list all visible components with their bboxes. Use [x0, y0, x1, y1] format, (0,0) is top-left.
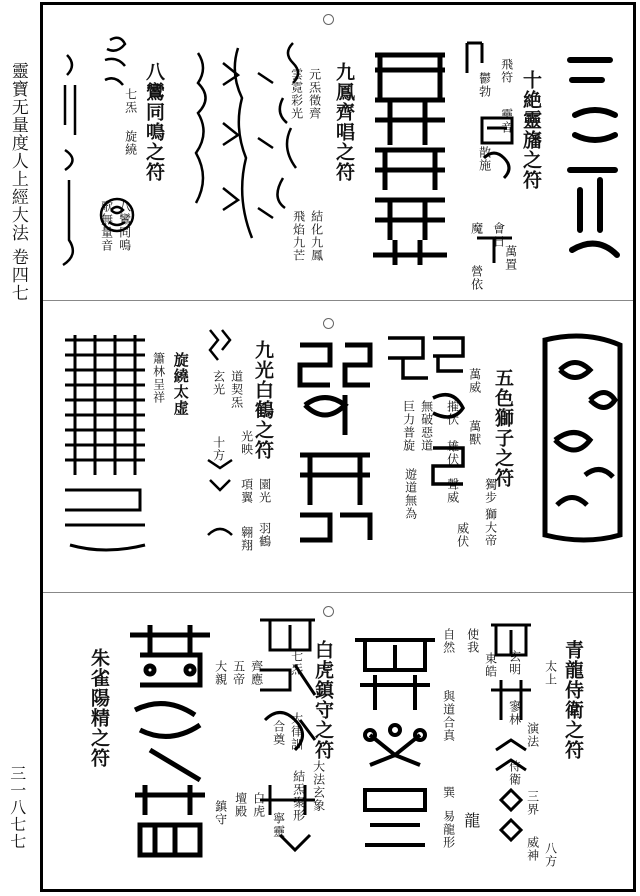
talisman-note: 八鸞同鳴 — [117, 200, 132, 252]
panel-divider — [43, 300, 633, 301]
talisman-note: 使我 — [465, 628, 480, 654]
talisman-note: 壇殿 — [233, 792, 248, 818]
talisman-glyph-eight-simurgh — [55, 30, 145, 270]
talisman-title: 青龍侍衛之符 — [561, 640, 584, 760]
binding-hole — [323, 318, 334, 329]
talisman-note: 威伏 — [455, 522, 470, 548]
talisman-note: 大律訓 — [289, 712, 304, 751]
talisman-note: 翱翔 — [239, 526, 254, 552]
talisman-note: 獅大帝 — [483, 508, 498, 547]
talisman-note: 旋繞 — [123, 130, 138, 156]
talisman-glyph-banner — [462, 38, 522, 268]
talisman-note: 魔 — [469, 222, 484, 235]
talisman-note: 自然 — [441, 628, 456, 654]
talisman-title: 十絶靈旛之符 — [519, 70, 542, 190]
talisman-note: 七炁 — [123, 88, 138, 114]
talisman-note: 十方 — [211, 436, 226, 462]
talisman-note: 白虎 — [251, 792, 266, 818]
talisman-note: 羽鶴 — [257, 522, 272, 548]
talisman-note: 摧伏 — [445, 400, 460, 426]
talisman-glyph-lion-main — [290, 335, 380, 555]
talisman-note: 合奠 — [271, 720, 286, 746]
talisman-glyph-bird-main — [120, 620, 220, 870]
talisman-glyph-tiger — [250, 610, 334, 860]
talisman-note: 靈音 — [499, 108, 514, 134]
talisman-note: 歌無量音 — [99, 200, 114, 252]
talisman-note: 玄明 — [507, 650, 522, 676]
talisman-note: 獨步 — [483, 478, 498, 504]
talisman-note: 園光 — [257, 478, 272, 504]
talisman-note: 巽 — [441, 786, 456, 799]
talisman-note: 鬱勃 — [477, 72, 492, 98]
talisman-note: 飛符 — [499, 58, 514, 84]
talisman-note: 元炁徵齊 — [307, 68, 322, 120]
talisman-note: 散施 — [477, 146, 492, 172]
talisman-glyph-dragon-main — [345, 630, 445, 860]
talisman-note: 結炁聚形 — [291, 770, 306, 822]
talisman-note: 七炁 — [289, 650, 304, 676]
talisman-glyph-forest-lattice — [60, 330, 150, 560]
talisman-note: 雲霓彩光 — [289, 68, 304, 120]
talisman-title: 五色獅子之符 — [491, 368, 514, 488]
talisman-title: 九鳳齊唱之符 — [332, 62, 355, 182]
talisman-glyph-dragon-forest — [483, 620, 536, 870]
talisman-title: 九光白鶴之符 — [251, 340, 274, 460]
talisman-note: 道契炁 — [229, 370, 244, 409]
talisman-note: 侍衛 — [507, 760, 522, 786]
talisman-note: 簫林呈祥 — [151, 352, 166, 404]
talisman-glyph-cloud-lion — [535, 330, 630, 545]
talisman-note: 大親 — [213, 660, 228, 686]
panel-divider — [43, 592, 633, 593]
talisman-note: 大法玄象 — [311, 760, 326, 812]
talisman-note: 威神 — [525, 836, 540, 862]
talisman-glyph-lion-coils — [378, 328, 478, 548]
talisman-note: 太上 — [543, 660, 558, 686]
talisman-note: 萬威 — [467, 368, 482, 394]
talisman-note: 龍 — [461, 812, 481, 829]
talisman-note: 玄光 — [211, 370, 226, 396]
binding-hole — [323, 14, 334, 25]
talisman-note: 易龍形 — [441, 810, 456, 849]
talisman-note: 光映 — [239, 430, 254, 456]
talisman-note: 東皓 — [483, 652, 498, 678]
talisman-note: 巨力普旋 — [401, 400, 416, 452]
talisman-title: 白虎鎮守之符 — [311, 640, 334, 760]
talisman-note: 聲威 — [445, 478, 460, 504]
talisman-note: 齊應 — [249, 660, 264, 686]
talisman-note: 三界 — [525, 790, 540, 816]
talisman-note: 營依 — [469, 265, 484, 291]
talisman-glyph-phoenix-scrolls — [183, 38, 306, 268]
talisman-note: 無破惡道 — [419, 400, 434, 452]
page-marker: 三一八七七 — [7, 765, 27, 850]
talisman-note: 鎮守 — [213, 800, 228, 826]
talisman-note: 飛焰九芒 — [291, 210, 306, 262]
talisman-note: 會日 — [491, 222, 506, 248]
talisman-note: 寧靈 — [271, 812, 286, 838]
talisman-note: 寥林 — [507, 700, 522, 726]
talisman-title: 八鸞同鳴之符 — [142, 62, 165, 182]
talisman-note: 結化九鳳 — [309, 210, 324, 262]
talisman-title: 旋繞太虚 — [171, 352, 190, 416]
talisman-glyph-ribbon-stack — [365, 40, 455, 270]
talisman-note: 萬獸 — [467, 420, 482, 446]
talisman-title: 朱雀陽精之符 — [87, 648, 110, 768]
talisman-note: 雄伏 — [445, 440, 460, 466]
volume-label: 卷四七 — [7, 248, 28, 302]
talisman-note: 與道合真 — [441, 690, 456, 742]
talisman-note: 萬置 — [503, 245, 518, 271]
book-title: 靈寶无量度人上經大法 — [7, 62, 28, 242]
talisman-glyph-cloud-column — [560, 30, 630, 290]
talisman-note: 項翼 — [239, 478, 254, 504]
talisman-glyph-crane — [200, 320, 240, 560]
talisman-note: 八方 — [543, 842, 558, 868]
talisman-note: 遊道無為 — [403, 468, 418, 520]
talisman-note: 五帝 — [231, 660, 246, 686]
talisman-note: 演法 — [525, 722, 540, 748]
